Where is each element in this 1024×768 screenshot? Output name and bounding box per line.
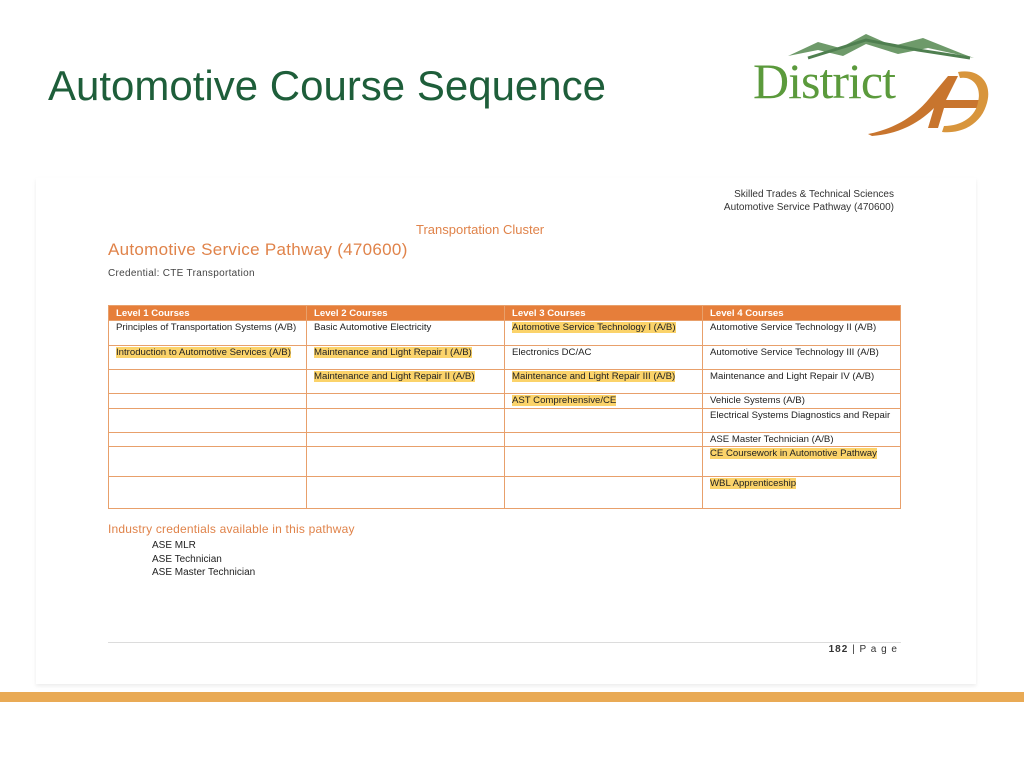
list-item: ASE MLR bbox=[152, 540, 196, 551]
header-line-1: Skilled Trades & Technical Sciences bbox=[734, 189, 894, 200]
table-cell bbox=[307, 447, 505, 477]
page-number bbox=[829, 644, 898, 655]
table-row bbox=[109, 394, 901, 409]
page-label: P a g e bbox=[859, 644, 898, 655]
table-cell: Electronics DC/AC bbox=[505, 346, 703, 370]
column-header: Level 3 Courses bbox=[505, 306, 703, 321]
table-row bbox=[109, 346, 901, 370]
cluster-title: Transportation Cluster bbox=[416, 222, 545, 237]
table-cell: Maintenance and Light Repair I (A/B) bbox=[307, 346, 505, 370]
table-cell bbox=[505, 477, 703, 509]
table-row bbox=[109, 370, 901, 394]
table-row bbox=[109, 477, 901, 509]
industry-credentials-list bbox=[152, 539, 255, 580]
list-item: ASE Master Technician bbox=[152, 567, 256, 578]
course-table bbox=[108, 305, 901, 509]
table-cell: Basic Automotive Electricity bbox=[307, 321, 505, 346]
table-cell: WBL Apprenticeship bbox=[703, 477, 901, 509]
table-cell bbox=[307, 477, 505, 509]
table-cell bbox=[505, 408, 703, 432]
table-cell bbox=[109, 394, 307, 409]
table-cell bbox=[109, 432, 307, 447]
table-row bbox=[109, 321, 901, 346]
table-cell bbox=[307, 394, 505, 409]
table-cell bbox=[505, 447, 703, 477]
table-cell: Maintenance and Light Repair IV (A/B) bbox=[703, 370, 901, 394]
table-cell bbox=[307, 408, 505, 432]
table-cell: Introduction to Automotive Services (A/B) bbox=[109, 346, 307, 370]
column-header: Level 4 Courses bbox=[703, 306, 901, 321]
column-header: Level 2 Courses bbox=[307, 306, 505, 321]
table-row bbox=[109, 408, 901, 432]
table-cell bbox=[109, 370, 307, 394]
table-cell: Principles of Transportation Systems (A/B) bbox=[109, 321, 307, 346]
table-cell: AST Comprehensive/CE bbox=[505, 394, 703, 409]
table-cell bbox=[109, 408, 307, 432]
table-cell: Vehicle Systems (A/B) bbox=[703, 394, 901, 409]
table-header-row bbox=[109, 306, 901, 321]
table-cell bbox=[505, 432, 703, 447]
table-cell bbox=[109, 477, 307, 509]
page-number-value: 182 bbox=[828, 644, 849, 655]
list-item: ASE Technician bbox=[152, 553, 222, 565]
table-cell bbox=[109, 447, 307, 477]
header-line-2: Automotive Service Pathway (470600) bbox=[723, 202, 894, 213]
table-cell: Maintenance and Light Repair II (A/B) bbox=[307, 370, 505, 394]
industry-credentials-title: Industry credentials available in this pathway bbox=[108, 522, 355, 536]
document-header bbox=[724, 188, 894, 214]
document-page bbox=[36, 178, 976, 684]
slide-title: Automotive Course Sequence bbox=[48, 62, 606, 109]
footer-divider bbox=[108, 642, 901, 643]
table-row bbox=[109, 447, 901, 477]
district-logo bbox=[748, 28, 1003, 153]
table-row bbox=[109, 432, 901, 447]
table-cell: Automotive Service Technology III (A/B) bbox=[703, 346, 901, 370]
table-cell: ASE Master Technician (A/B) bbox=[703, 432, 901, 447]
bottom-accent-bar bbox=[0, 692, 1024, 702]
table-cell: Maintenance and Light Repair III (A/B) bbox=[505, 370, 703, 394]
table-cell: Electrical Systems Diagnostics and Repair bbox=[703, 408, 901, 432]
table-cell bbox=[307, 432, 505, 447]
table-cell: Automotive Service Technology I (A/B) bbox=[505, 321, 703, 346]
credential-line: Credential: CTE Transportation bbox=[108, 268, 255, 279]
page-separator: | bbox=[852, 644, 860, 655]
table-cell: CE Coursework in Automotive Pathway bbox=[703, 447, 901, 477]
logo-wordmark: District bbox=[753, 53, 895, 109]
table-cell: Automotive Service Technology II (A/B) bbox=[703, 321, 901, 346]
column-header: Level 1 Courses bbox=[109, 306, 307, 321]
pathway-title: Automotive Service Pathway (470600) bbox=[108, 240, 408, 259]
